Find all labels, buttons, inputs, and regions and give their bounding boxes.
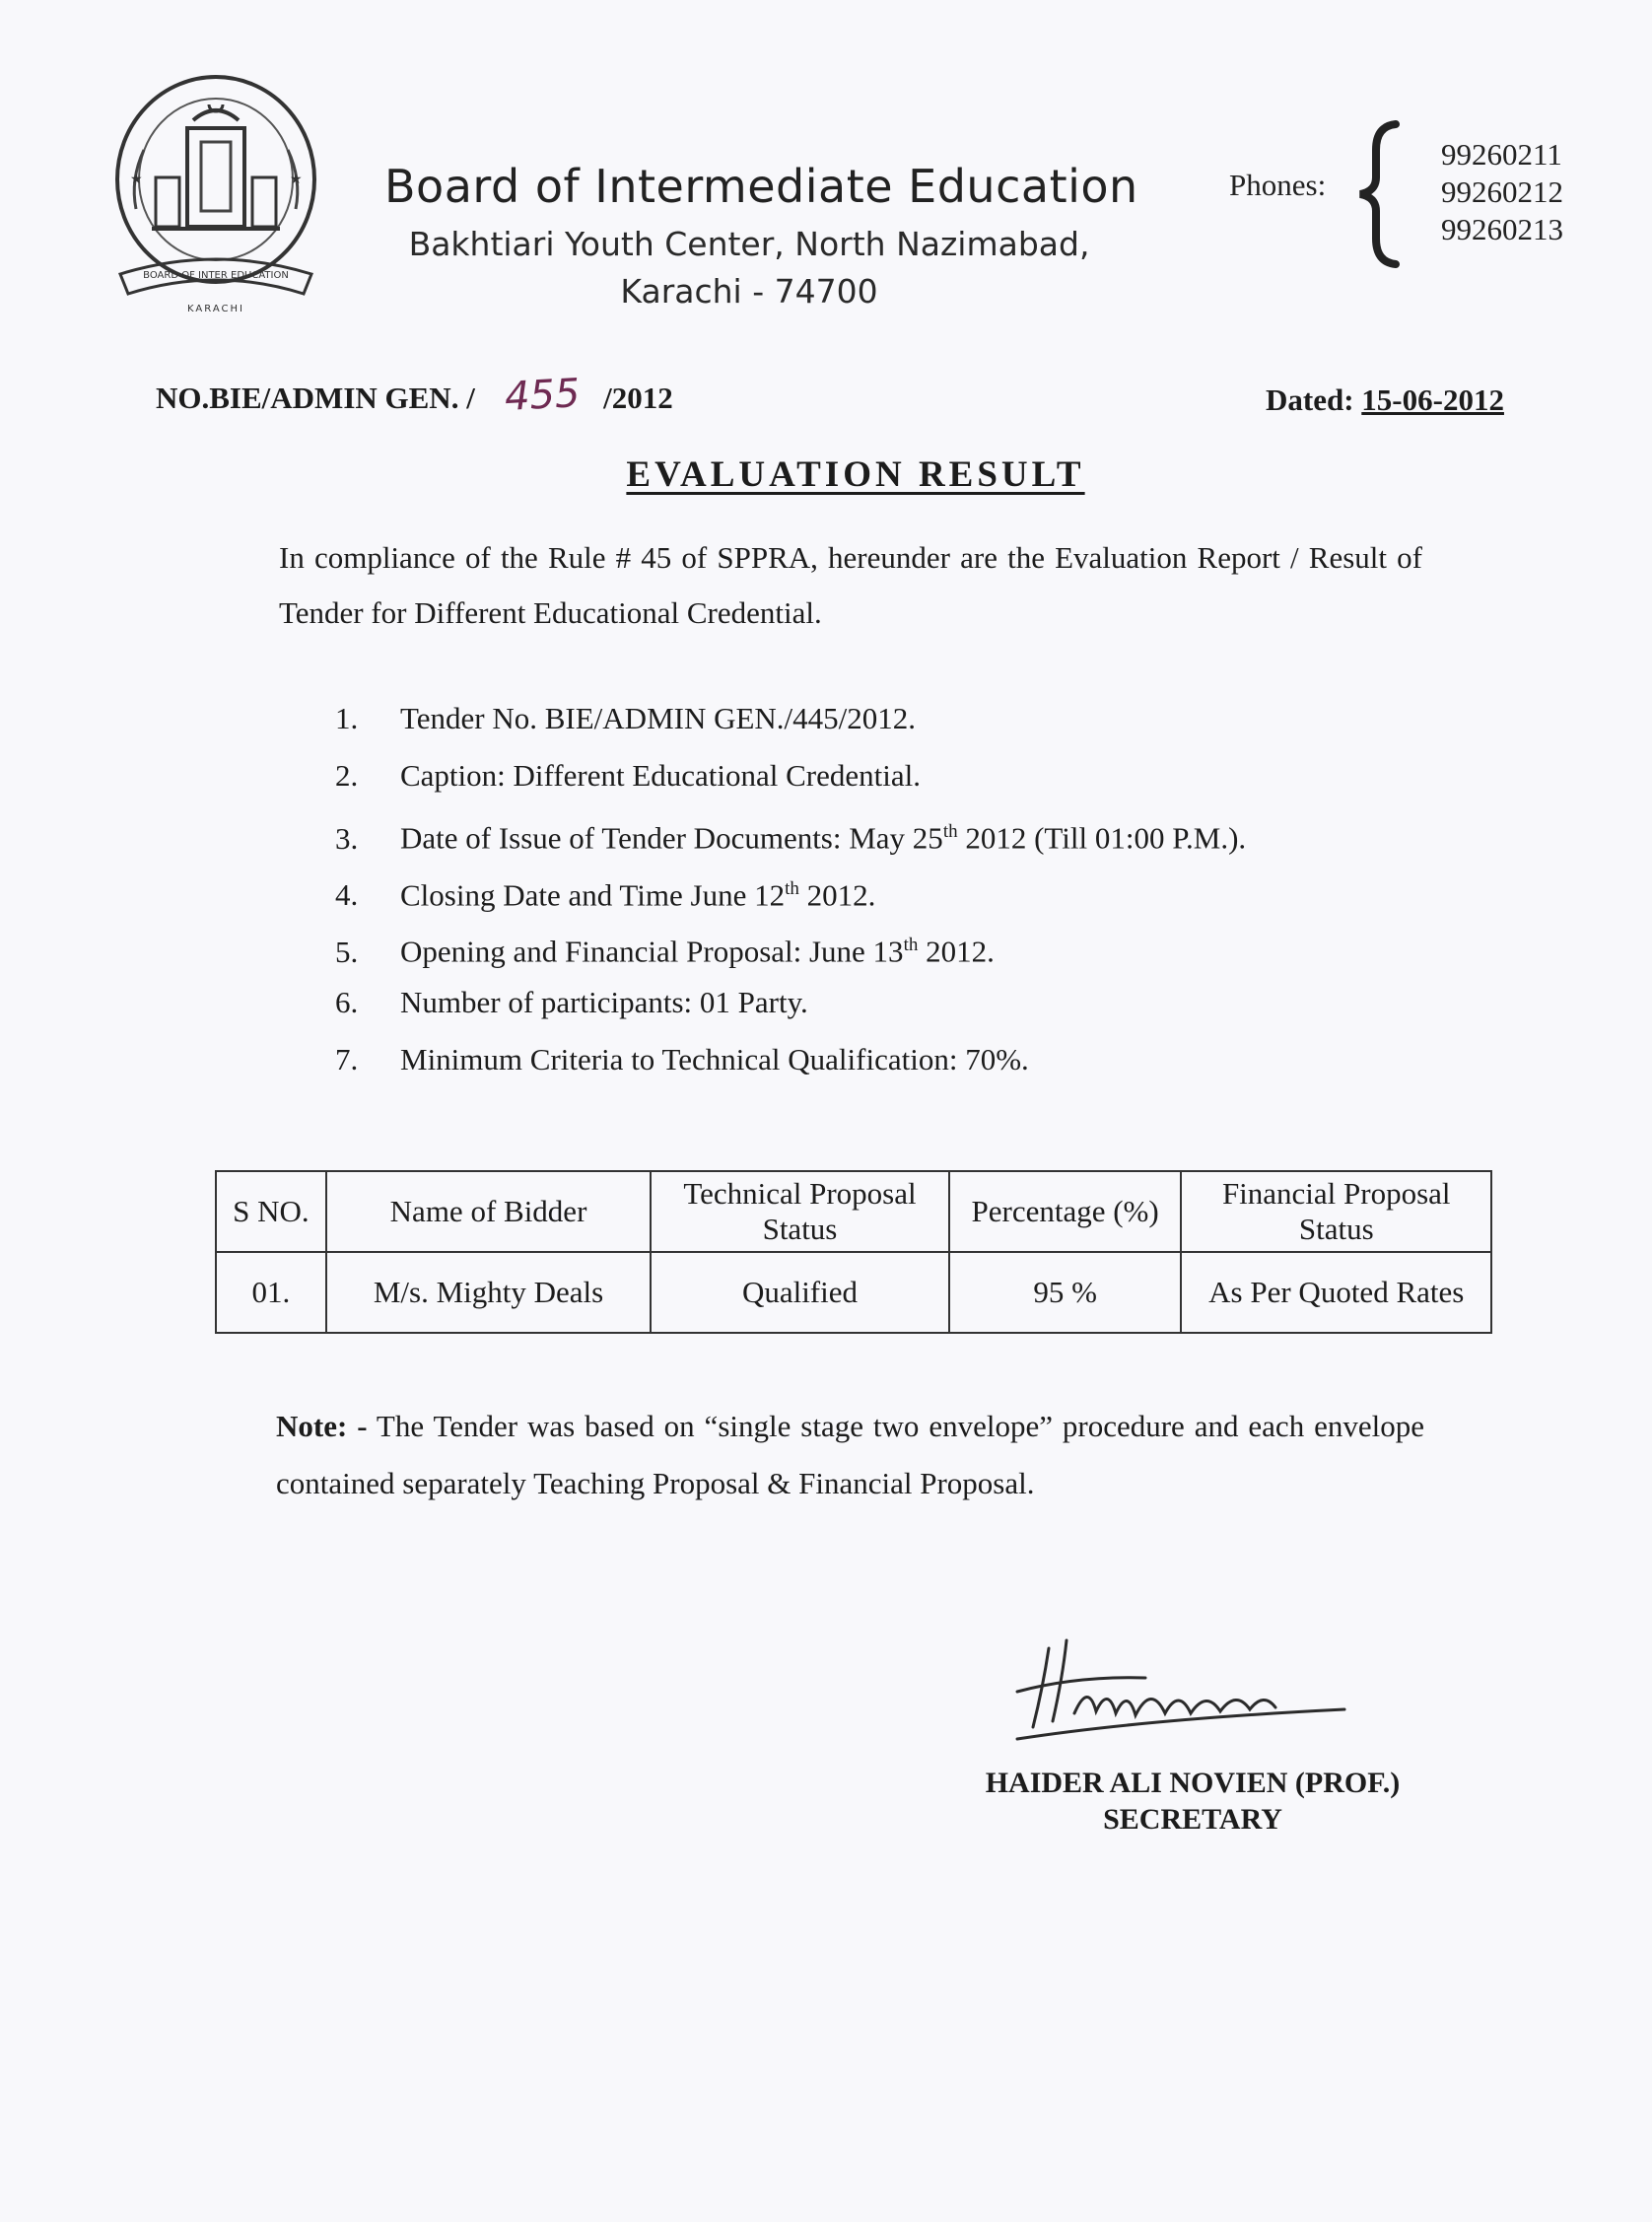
col-header-technical-status: Technical Proposal Status — [651, 1171, 949, 1252]
list-item-number: 3. — [335, 820, 359, 856]
dated-value: 15-06-2012 — [1361, 382, 1504, 417]
col-header-financial-status: Financial Proposal Status — [1181, 1171, 1491, 1252]
col-header-percentage: Percentage (%) — [949, 1171, 1182, 1252]
list-item — [335, 974, 1246, 1031]
note-text: The Tender was based on “single stage two envelope” procedure and each envelope contained separately Teaching Proposal & Financial Proposal. — [276, 1409, 1425, 1500]
intro-paragraph: In compliance of the Rule # 45 of SPPRA, hereunder are the Evaluation Report / Result of Tender for Different Educational Credential. — [279, 540, 1422, 630]
handwritten-signature — [998, 1619, 1372, 1757]
address-line-1: Bakhtiari Youth Center, North Nazimabad, — [408, 225, 1090, 263]
dated-line — [1266, 382, 1504, 418]
col-header-sno: S NO. — [216, 1171, 326, 1252]
list-item-number: 1. — [335, 701, 359, 735]
list-item-text-post: 2012. — [798, 877, 876, 913]
list-item — [335, 690, 1246, 747]
list-item-text-pre: Opening and Financial Proposal: June 13 — [400, 934, 904, 969]
dated-label: Dated: — [1266, 382, 1354, 417]
svg-text:★: ★ — [290, 173, 303, 187]
list-item-number: 5. — [335, 934, 359, 969]
cell-technical-status: Qualified — [651, 1252, 949, 1333]
list-item-text: Minimum Criteria to Technical Qualification: 70%. — [400, 1041, 1029, 1076]
reference-prefix: NO.BIE/ADMIN GEN. / — [156, 381, 475, 415]
phone-number: 99260212 — [1441, 174, 1563, 209]
list-item-text: Tender No. BIE/ADMIN GEN./445/2012. — [400, 701, 917, 735]
list-item-number: 7. — [335, 1041, 359, 1076]
evaluation-table — [215, 1170, 1492, 1334]
phone-number: 99260211 — [1441, 137, 1562, 172]
signatory-name: HAIDER ALI NOVIEN (PROF.) — [985, 1767, 1401, 1799]
list-item-number: 4. — [335, 877, 359, 913]
table-header-row — [216, 1171, 1491, 1252]
list-item-text-post: 2012 (Till 01:00 P.M.). — [957, 820, 1247, 856]
list-item-text-sup: th — [942, 821, 958, 843]
document-heading: EVALUATION RESULT — [626, 454, 1085, 495]
address-line-2: Karachi - 74700 — [620, 272, 878, 311]
note-label: Note: - — [276, 1409, 368, 1443]
cell-bidder: M/s. Mighty Deals — [326, 1252, 651, 1333]
list-item-text: Number of participants: 01 Party. — [400, 984, 808, 1019]
list-item — [335, 1031, 1246, 1088]
phones-label: Phones: — [1229, 168, 1327, 202]
tender-details-list — [335, 690, 1246, 1087]
col-header-bidder: Name of Bidder — [326, 1171, 651, 1252]
handwritten-reference-number: 455 — [503, 371, 582, 420]
list-item-text: Caption: Different Educational Credential. — [400, 757, 921, 793]
svg-text:★: ★ — [130, 173, 143, 187]
list-item-text-sup: th — [903, 935, 919, 956]
list-item-number: 6. — [335, 984, 359, 1019]
signatory-block — [848, 1765, 1538, 1838]
svg-text:BOARD OF INTER EDUCATION: BOARD OF INTER EDUCATION — [143, 270, 289, 281]
list-item-text-sup: th — [785, 877, 799, 899]
list-item-text-pre: Date of Issue of Tender Documents: May 25 — [400, 820, 943, 856]
list-item — [335, 747, 1246, 804]
list-item-number: 2. — [335, 757, 359, 793]
note-paragraph — [276, 1398, 1424, 1512]
list-item — [335, 861, 1246, 918]
curly-brace-icon — [1352, 120, 1408, 268]
list-item — [335, 803, 1246, 861]
board-seal-logo — [106, 71, 325, 319]
board-address — [384, 221, 1114, 315]
list-item — [335, 917, 1246, 974]
reference-number — [156, 373, 673, 418]
cell-financial-status: As Per Quoted Rates — [1181, 1252, 1491, 1333]
phone-numbers — [1441, 136, 1563, 248]
table-row — [216, 1252, 1491, 1333]
phone-number: 99260213 — [1441, 212, 1563, 246]
cell-percentage: 95 % — [949, 1252, 1182, 1333]
svg-text:KARACHI: KARACHI — [187, 304, 244, 314]
reference-suffix: /2012 — [603, 381, 673, 415]
board-title: Board of Intermediate Education — [384, 160, 1138, 213]
list-item-text-pre: Closing Date and Time June 12 — [400, 877, 786, 913]
cell-sno: 01. — [216, 1252, 326, 1333]
list-item-text-post: 2012. — [918, 934, 995, 969]
signatory-title: SECRETARY — [1103, 1803, 1282, 1836]
